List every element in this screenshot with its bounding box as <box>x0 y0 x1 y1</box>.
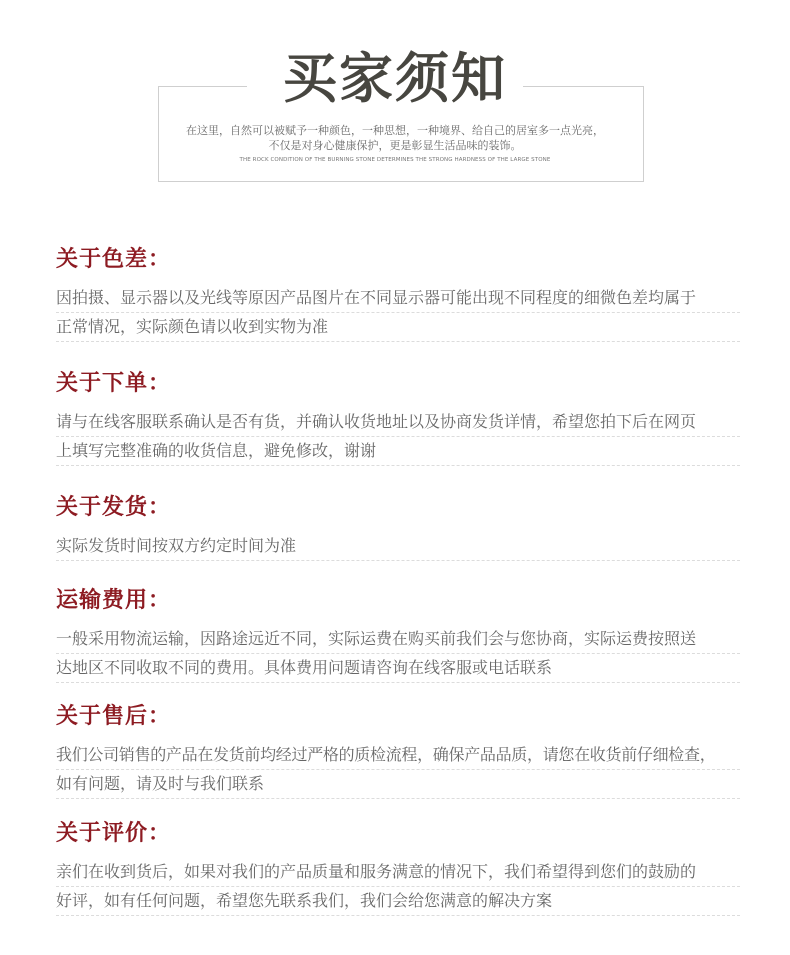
section-title: 关于下单： <box>56 371 172 396</box>
section-color-difference <box>56 246 740 342</box>
section-freight <box>56 587 740 683</box>
subtitle-line-1: 在这里，自然可以被赋予一种颜色，一种思想，一种境界、给自己的居室多一点光亮， <box>186 124 604 137</box>
section-text-line: 因拍摄、显示器以及光线等原因产品图片在不同显示器可能出现不同程度的细微色差均属于 <box>56 284 740 313</box>
section-title: 关于评价： <box>56 821 172 846</box>
section-text-line: 实际发货时间按双方约定时间为准 <box>56 532 740 561</box>
section-title: 关于发货： <box>56 495 172 520</box>
section-ordering <box>56 370 740 466</box>
section-text-line: 我们公司销售的产品在发货前均经过严格的质检流程，确保产品品质，请您在收货前仔细检查， <box>56 741 740 770</box>
section-text-line: 如有问题，请及时与我们联系 <box>56 770 740 799</box>
subtitle-english: THE ROCK CONDITION OF THE BURNING STONE DETERMINES THE STRONG HARDNESS OF THE LARGE STONE <box>239 157 551 163</box>
section-text-line: 达地区不同收取不同的费用。具体费用问题请咨询在线客服或电话联系 <box>56 654 740 683</box>
section-text-line: 正常情况，实际颜色请以收到实物为准 <box>56 313 740 342</box>
section-reviews <box>56 820 740 916</box>
page-title: 买家须知 <box>283 47 507 110</box>
section-after-sales <box>56 703 740 799</box>
section-title: 运输费用： <box>56 588 172 613</box>
section-title: 关于色差： <box>56 247 172 272</box>
section-text-line: 亲们在收到货后，如果对我们的产品质量和服务满意的情况下，我们希望得到您们的鼓励的 <box>56 858 740 887</box>
section-shipping <box>56 494 740 561</box>
section-text-line: 一般采用物流运输，因路途远近不同，实际运费在购买前我们会与您协商，实际运费按照送 <box>56 625 740 654</box>
subtitle-line-2: 不仅是对身心健康保护，更是彰显生活品味的装饰。 <box>268 139 522 152</box>
section-text-line: 好评，如有任何问题，希望您先联系我们，我们会给您满意的解决方案 <box>56 887 740 916</box>
section-title: 关于售后： <box>56 704 172 729</box>
section-text-line: 上填写完整准确的收货信息，避免修改，谢谢 <box>56 437 740 466</box>
section-text-line: 请与在线客服联系确认是否有货，并确认收货地址以及协商发货详情，希望您拍下后在网页 <box>56 408 740 437</box>
